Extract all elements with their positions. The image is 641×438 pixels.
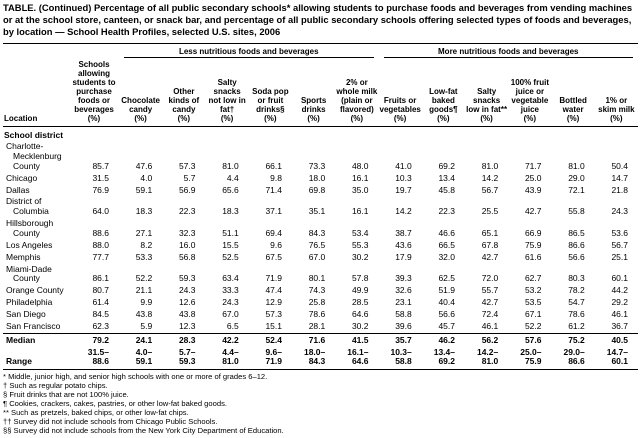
location-cell: Memphis <box>6 251 41 262</box>
value-cell: 88.6 <box>92 228 109 238</box>
value-cell: 47.6 <box>135 160 153 171</box>
value-cell: 9.6 <box>270 239 282 250</box>
value-cell: 79.2 <box>69 333 119 346</box>
value-cell: 37.1 <box>265 206 282 217</box>
value-cell: 62.5 <box>438 273 455 284</box>
value-cell: 21.1 <box>135 285 153 296</box>
value-cell: 36.7 <box>611 320 628 331</box>
value-cell: 59.1 <box>135 184 153 195</box>
value-cell: 41.5 <box>335 333 378 346</box>
value-cell: 43.9 <box>524 184 542 195</box>
value-cell: 38.7 <box>395 228 412 238</box>
value-cell: 64.6 <box>351 309 369 320</box>
value-cell: 16.1– 64.6 <box>335 347 378 370</box>
value-cell: 55.8 <box>568 206 585 217</box>
value-cell: 71.7 <box>524 160 542 171</box>
column-header-row <box>3 59 638 126</box>
value-cell: 58.8 <box>395 309 412 320</box>
value-cell: 86.6 <box>568 239 585 250</box>
value-cell: 67.8 <box>481 239 499 250</box>
value-cell: 14.2 <box>395 206 412 217</box>
value-cell: 5.7– 59.3 <box>162 347 205 370</box>
value-cell: 24.3 <box>222 297 239 308</box>
table-head <box>3 43 638 126</box>
value-cell: 61.6 <box>524 251 542 262</box>
value-cell: 39.3 <box>395 273 412 284</box>
value-cell: 63.4 <box>222 273 239 284</box>
value-cell: 53.4 <box>351 228 369 238</box>
value-cell: 31.5– 88.6 <box>69 347 119 370</box>
value-cell: 45.7 <box>438 320 455 331</box>
value-cell: 69.8 <box>308 184 326 195</box>
value-cell: 60.1 <box>611 273 628 284</box>
value-cell: 18.3 <box>222 206 239 217</box>
value-cell: 8.2 <box>140 239 153 250</box>
value-cell: 18.3 <box>135 206 153 217</box>
value-cell: 42.2 <box>206 333 249 346</box>
value-cell: 9.6– 71.9 <box>249 347 292 370</box>
value-cell: 42.7 <box>524 206 542 217</box>
column-header: 2% or whole milk (plain or flavored) (%) <box>335 59 378 126</box>
value-cell: 46.6 <box>438 228 455 238</box>
value-cell: 43.6 <box>395 239 412 250</box>
table-body <box>3 127 638 370</box>
group-header-cell <box>119 43 379 59</box>
value-cell: 19.7 <box>395 184 412 195</box>
value-cell: 24.3 <box>611 206 628 217</box>
table-row <box>3 321 638 333</box>
value-cell: 78.6 <box>308 309 326 320</box>
value-cell: 85.7 <box>92 160 109 171</box>
table-row <box>3 196 638 218</box>
value-cell: 59.3 <box>178 273 196 284</box>
value-cell: 52.5 <box>222 251 239 262</box>
value-cell: 77.7 <box>92 251 109 262</box>
value-cell: 13.4– 69.2 <box>422 347 465 370</box>
location-cell: Miami-Dade County <box>6 263 52 284</box>
value-cell: 80.1 <box>308 273 326 284</box>
table-title: TABLE. (Continued) Percentage of all public secondary schools* allowing students to purchase foods and beverages from vending machines or at the school store, canteen, or snack bar, and percentage of all public secondary schools offering selected types of foods and beverages, by location — School Health Profiles, selected U.S. sites, 2006 <box>3 2 633 38</box>
value-cell: 56.8 <box>178 251 196 262</box>
value-cell: 66.9 <box>524 228 542 238</box>
value-cell: 12.3 <box>178 320 196 331</box>
location-cell: San Francisco <box>6 320 61 331</box>
value-cell: 10.3 <box>395 172 412 183</box>
value-cell: 42.7 <box>481 251 499 262</box>
value-cell: 65.6 <box>222 184 239 195</box>
value-cell: 88.0 <box>92 239 109 250</box>
value-cell: 53.5 <box>524 297 542 308</box>
value-cell: 25.1 <box>611 251 628 262</box>
value-cell: 81.0 <box>481 160 499 171</box>
value-cell: 5.7 <box>183 172 196 183</box>
value-cell: 32.6 <box>395 285 412 296</box>
value-cell: 56.9 <box>178 184 196 195</box>
column-header: 1% or skim milk (%) <box>595 59 638 126</box>
value-cell: 53.2 <box>524 285 542 296</box>
location-cell: Chicago <box>6 172 38 183</box>
table-row <box>3 185 638 197</box>
value-cell: 16.1 <box>351 206 369 217</box>
value-cell: 62.3 <box>92 320 109 331</box>
value-cell: 64.0 <box>92 206 109 217</box>
value-cell: 28.3 <box>162 333 205 346</box>
column-header: Soda pop or fruit drinks§ (%) <box>249 59 292 126</box>
value-cell: 52.2 <box>135 273 153 284</box>
value-cell: 86.1 <box>92 273 109 284</box>
value-cell: 4.4– 81.0 <box>206 347 249 370</box>
value-cell: 4.0– 59.1 <box>119 347 162 370</box>
value-cell: 53.3 <box>135 251 153 262</box>
value-cell: 66.5 <box>438 239 455 250</box>
value-cell: 24.1 <box>119 333 162 346</box>
value-cell: 49.9 <box>351 285 369 296</box>
column-header: Bottled water (%) <box>552 59 595 126</box>
value-cell: 75.9 <box>524 239 542 250</box>
value-cell: 73.3 <box>308 160 326 171</box>
value-cell: 71.6 <box>292 333 335 346</box>
location-cell: Median <box>3 333 69 346</box>
table-row <box>3 141 638 173</box>
value-cell: 28.5 <box>351 297 369 308</box>
column-header: Salty snacks not low in fat† (%) <box>206 59 249 126</box>
value-cell: 57.8 <box>351 273 369 284</box>
value-cell: 12.9 <box>265 297 282 308</box>
value-cell: 40.4 <box>438 297 455 308</box>
value-cell: 46.1 <box>481 320 499 331</box>
value-cell: 10.3– 58.8 <box>379 347 422 370</box>
column-header: Low-fat baked goods¶ (%) <box>422 59 465 126</box>
footnote: ** Such as pretzels, baked chips, or other low-fat chips. <box>3 408 189 418</box>
value-cell: 40.5 <box>595 333 638 346</box>
table-row <box>3 333 638 346</box>
value-cell: 56.2 <box>465 333 508 346</box>
value-cell: 32.0 <box>438 251 455 262</box>
value-cell: 56.6 <box>438 309 455 320</box>
value-cell: 67.1 <box>524 309 542 320</box>
value-cell: 55.3 <box>351 239 369 250</box>
value-cell: 32.3 <box>178 228 196 238</box>
value-cell: 25.0– 75.9 <box>508 347 551 370</box>
value-cell: 61.4 <box>92 297 109 308</box>
value-cell: 24.3 <box>178 285 196 296</box>
data-table <box>3 43 638 371</box>
value-cell: 43.8 <box>178 309 196 320</box>
value-cell: 31.5 <box>92 172 109 183</box>
value-cell: 9.8 <box>270 172 282 183</box>
location-cell: Philadelphia <box>6 297 53 308</box>
footnotes <box>3 373 638 436</box>
value-cell: 5.9 <box>140 320 153 331</box>
value-cell: 76.5 <box>308 239 326 250</box>
value-cell: 47.4 <box>265 285 282 296</box>
location-cell: Charlotte-Mecklenburg County <box>6 141 62 171</box>
value-cell: 18.0– 84.3 <box>292 347 335 370</box>
footnote: § Fruit drinks that are not 100% juice. <box>3 390 129 400</box>
location-cell: Hillsborough County <box>6 218 54 238</box>
group-header-cell <box>379 43 639 59</box>
value-cell: 52.2 <box>524 320 542 331</box>
value-cell: 69.2 <box>438 160 455 171</box>
value-cell: 72.1 <box>568 184 585 195</box>
value-cell: 17.9 <box>395 251 412 262</box>
value-cell: 23.1 <box>395 297 412 308</box>
value-cell: 84.3 <box>308 228 326 238</box>
value-cell: 30.2 <box>351 251 369 262</box>
value-cell: 84.5 <box>92 309 109 320</box>
value-cell: 13.4 <box>438 172 455 183</box>
table-row <box>3 218 638 240</box>
table-row <box>3 252 638 264</box>
value-cell: 56.6 <box>568 251 585 262</box>
value-cell: 80.7 <box>92 285 109 296</box>
value-cell: 28.1 <box>308 320 326 331</box>
value-cell: 15.5 <box>222 239 239 250</box>
value-cell: 72.4 <box>481 309 499 320</box>
value-cell: 71.9 <box>265 273 282 284</box>
value-cell: 48.0 <box>351 160 369 171</box>
table-row <box>3 285 638 297</box>
value-cell: 67.0 <box>222 309 239 320</box>
value-cell: 52.4 <box>249 333 292 346</box>
value-cell: 21.8 <box>611 184 628 195</box>
value-cell: 61.2 <box>568 320 585 331</box>
value-cell: 66.1 <box>265 160 282 171</box>
value-cell: 51.1 <box>222 228 239 238</box>
location-cell: Dallas <box>6 184 30 195</box>
value-cell: 50.4 <box>611 160 628 171</box>
value-cell: 6.5 <box>226 320 239 331</box>
value-cell: 46.1 <box>611 309 628 320</box>
value-cell: 22.3 <box>438 206 455 217</box>
group-header-row <box>3 43 638 59</box>
value-cell: 29.0 <box>568 172 585 183</box>
value-cell: 44.2 <box>611 285 628 296</box>
value-cell: 16.0 <box>178 239 196 250</box>
group-header-label: More nutritious foods and beverages <box>384 45 634 59</box>
value-cell: 35.1 <box>308 206 326 217</box>
value-cell: 81.0 <box>222 160 239 171</box>
section-label: School district <box>4 130 64 141</box>
value-cell: 9.9 <box>140 297 153 308</box>
column-header: Schools allowing students to purchase foods or beverages (%) <box>69 59 119 126</box>
section-row <box>3 127 638 142</box>
value-cell: 4.0 <box>140 172 153 183</box>
value-cell: 65.1 <box>481 228 499 238</box>
column-header: Salty snacks low in fat** (%) <box>465 59 508 126</box>
value-cell: 51.9 <box>438 285 455 296</box>
value-cell: 41.0 <box>395 160 412 171</box>
value-cell: 25.0 <box>524 172 542 183</box>
value-cell: 14.2 <box>481 172 499 183</box>
value-cell: 69.4 <box>265 228 282 238</box>
value-cell: 29.2 <box>611 297 628 308</box>
value-cell: 67.0 <box>308 251 326 262</box>
value-cell: 18.0 <box>308 172 326 183</box>
value-cell: 76.9 <box>92 184 109 195</box>
table-row <box>3 309 638 321</box>
value-cell: 55.7 <box>481 285 499 296</box>
value-cell: 67.5 <box>265 251 282 262</box>
value-cell: 74.3 <box>308 285 326 296</box>
value-cell: 42.7 <box>481 297 499 308</box>
value-cell: 12.6 <box>178 297 196 308</box>
value-cell: 14.7 <box>611 172 628 183</box>
footnote: ¶ Cookies, crackers, cakes, pastries, or other low-fat baked goods. <box>3 399 227 409</box>
value-cell: 25.8 <box>308 297 326 308</box>
table-row <box>3 173 638 185</box>
value-cell: 15.1 <box>265 320 282 331</box>
location-cell: Orange County <box>6 285 64 296</box>
group-header-label: Less nutritious foods and beverages <box>124 45 374 59</box>
value-cell: 14.7– 60.1 <box>595 347 638 370</box>
value-cell: 4.4 <box>226 172 239 183</box>
column-header-location: Location <box>3 59 69 126</box>
value-cell: 81.0 <box>568 160 585 171</box>
column-header: Sports drinks (%) <box>292 59 335 126</box>
value-cell: 78.6 <box>568 309 585 320</box>
value-cell: 54.7 <box>568 297 585 308</box>
value-cell: 57.3 <box>265 309 282 320</box>
value-cell: 29.0– 86.6 <box>552 347 595 370</box>
column-header: Other kinds of candy (%) <box>162 59 205 126</box>
value-cell: 16.1 <box>351 172 369 183</box>
value-cell: 39.6 <box>395 320 412 331</box>
value-cell: 35.7 <box>379 333 422 346</box>
value-cell: 78.2 <box>568 285 585 296</box>
group-header-spacer <box>3 43 119 59</box>
footnote: * Middle, junior high, and senior high schools with one or more of grades 6–12. <box>3 372 268 382</box>
footnote: §§ Survey did not include schools from the New York City Department of Education. <box>3 426 284 436</box>
location-cell: District of Columbia <box>6 196 49 217</box>
table-row <box>3 264 638 286</box>
value-cell: 57.3 <box>178 160 196 171</box>
table-row <box>3 297 638 309</box>
footnote: † Such as regular potato chips. <box>3 381 108 391</box>
value-cell: 72.0 <box>481 273 499 284</box>
location-cell: Los Angeles <box>6 239 53 250</box>
value-cell: 43.8 <box>135 309 153 320</box>
value-cell: 75.2 <box>552 333 595 346</box>
footnote: †† Survey did not include schools from Chicago Public Schools. <box>3 417 218 427</box>
value-cell: 56.7 <box>611 239 628 250</box>
value-cell: 46.2 <box>422 333 465 346</box>
value-cell: 56.7 <box>481 184 499 195</box>
value-cell: 22.3 <box>178 206 196 217</box>
value-cell: 71.4 <box>265 184 282 195</box>
value-cell: 30.2 <box>351 320 369 331</box>
value-cell: 80.3 <box>568 273 585 284</box>
value-cell: 62.7 <box>524 273 542 284</box>
column-header: 100% fruit juice or vegetable juice (%) <box>508 59 551 126</box>
column-header: Fruits or vegetables (%) <box>379 59 422 126</box>
column-header: Chocolate candy (%) <box>119 59 162 126</box>
value-cell: 45.8 <box>438 184 455 195</box>
value-cell: 53.6 <box>611 228 628 238</box>
value-cell: 27.1 <box>135 228 153 238</box>
value-cell: 25.5 <box>481 206 499 217</box>
table-row <box>3 240 638 252</box>
value-cell: 35.0 <box>351 184 369 195</box>
value-cell: 57.6 <box>508 333 551 346</box>
location-cell: San Diego <box>6 309 46 320</box>
value-cell: 14.2– 81.0 <box>465 347 508 370</box>
location-cell: Range <box>3 347 69 370</box>
value-cell: 33.3 <box>222 285 239 296</box>
table-row <box>3 347 638 370</box>
value-cell: 86.5 <box>568 228 585 238</box>
